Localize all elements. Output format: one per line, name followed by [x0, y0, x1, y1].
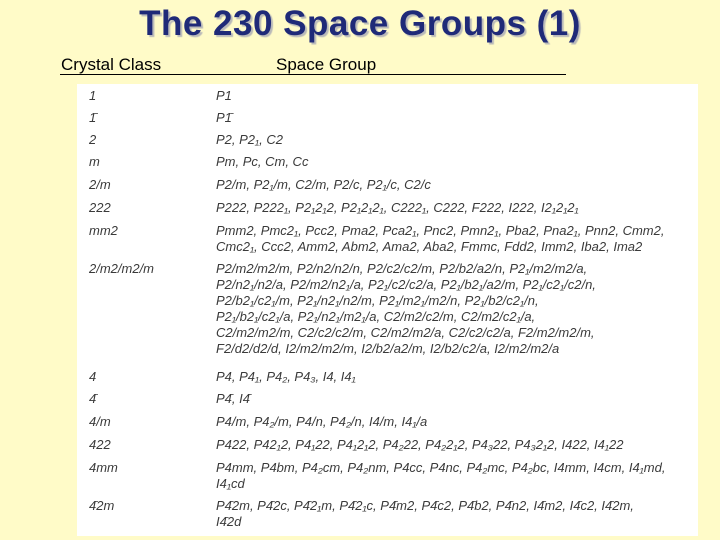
space-group-cell: P4mm, P4bm, P4₂cm, P4₂nm, P4cc, P4nc, P4₂mc, P4₂bc, I4mm, I4cm, I4₁md, I4₁cd	[216, 460, 666, 491]
space-group-cell: P422, P42₁2, P4₁22, P4₁2₁2, P4₂22, P4₂2₁2, P4₃22, P4₃2₁2, I422, I4₁22	[216, 437, 624, 452]
space-group-cell: Pmm2, Pmc2₁, Pcc2, Pma2, Pca2₁, Pnc2, Pmn2₁, Pba2, Pna2₁, Pnn2, Cmm2, Cmc2₁, Ccc2, Amm2, Abm2, Ama2, Aba2, Fmmc, Fdd2, Imm2, Iba2, Ima2	[216, 223, 665, 254]
space-group-cell: P4̄2m, P4̄2c, P4̄2₁m, P4̄2₁c, P4̄m2, P4̄c2, P4̄b2, P4̄n2, I4̄m2, I4̄c2, I4̄2m, I4̄2d	[216, 498, 634, 529]
space-group-cell: Pm, Pc, Cm, Cc	[216, 154, 309, 169]
crystal-class-cell: 1̄	[89, 110, 97, 125]
crystal-class-cell: 422	[89, 437, 111, 452]
crystal-class-cell: 4mm	[89, 460, 118, 475]
crystal-class-cell: 1	[89, 88, 97, 103]
space-group-cell: P222, P222₁, P2₁2₁2, P2₁2₁2₁, C222₁, C222, F222, I222, I2₁2₁2₁	[216, 200, 579, 215]
table-panel	[77, 84, 698, 536]
page-title: The 230 Space Groups (1)	[139, 4, 581, 43]
header-underline	[60, 74, 566, 75]
crystal-class-cell: 4/m	[89, 414, 111, 429]
space-group-cell: P1̄	[216, 110, 232, 125]
space-group-cell: P4̄, I4̄	[216, 391, 250, 406]
space-group-cell: P2/m2/m2/m, P2/n2/n2/n, P2/c2/c2/m, P2/b2/a2/n, P2₁/m2/m2/a, P2/n2₁/n2/a, P2/m2/n2₁/a, P2₁/c2/c2/a, P2₁/b2₁/a2/m, P2₁/c2₁/c2/n, P2/b2₁/c2₁/m, P2₁/n2₁/n2/m, P2₁/m2₁/m2/n, P2₁/b2/c2₁/n, P2₁/b2₁/c2₁/a, P2₁/n2₁/m2₁/a, C2/m2/c2/m, C2/m2/c2₁/a, C2/m2/m2/m, C2/c2/c2/m, C2/m2/m2/a, C2/c2/c2/a, F2/m2/m2/m, F2/d2/d2/d, I2/m2/m2/m, I2/b2/a2/m, I2/b2/c2/a, I2/m2/m2/a	[216, 261, 596, 356]
space-group-cell: P4/m, P4₂/m, P4/n, P4₂/n, I4/m, I4₁/a	[216, 414, 428, 429]
crystal-class-cell: 2/m2/m2/m	[89, 261, 155, 276]
space-group-cell: P2/m, P2₁/m, C2/m, P2/c, P2₁/c, C2/c	[216, 177, 431, 192]
space-group-cell: P1	[216, 88, 232, 103]
crystal-class-cell: 2/m	[89, 177, 111, 192]
crystal-class-cell: 2	[89, 132, 97, 147]
crystal-class-cell: 4̄2m	[89, 498, 115, 513]
crystal-class-cell: m	[89, 154, 100, 169]
space-group-cell: P4, P4₁, P4₂, P4₃, I4, I4₁	[216, 369, 356, 384]
space-group-cell: P2, P2₁, C2	[216, 132, 283, 147]
space-group-header: Space Group	[276, 55, 377, 74]
crystal-class-cell: 4̄	[89, 391, 97, 406]
crystal-class-cell: mm2	[89, 223, 118, 238]
crystal-class-cell: 4	[89, 369, 97, 384]
crystal-class-cell: 222	[89, 200, 111, 215]
crystal-class-header: Crystal Class	[61, 55, 162, 74]
